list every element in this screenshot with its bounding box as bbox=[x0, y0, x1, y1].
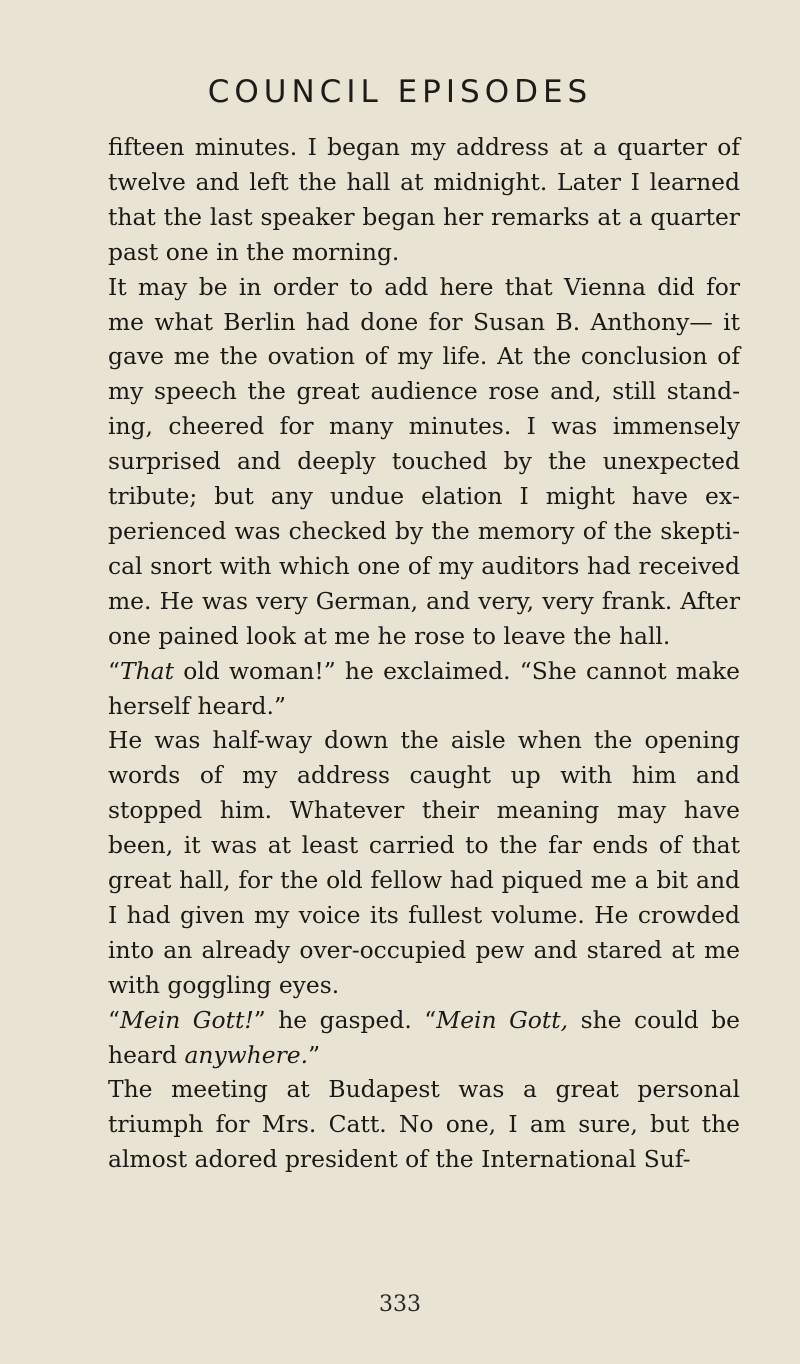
paragraph-vienna: It may be in order to add here that Vienna did for me what Berlin had done for Susan B. Anthony— it gave me the ovation of my life. At the conclusion of my speech the great audience rose and, still standing, cheered for many minutes. I was immensely surprised and deeply touched by the unexpected tribute; but any undue elation I might have experienced was checked by the memory of the skeptical snort with which one of my auditors had received me. He was very German, and very, very frank. After one pained look at me he rose to leave the hall. bbox=[108, 272, 740, 650]
open-quote: “ bbox=[108, 656, 120, 685]
body-text bbox=[108, 130, 740, 1177]
italic-mein-gott: Mein Gott, bbox=[436, 1005, 569, 1034]
close-quote: ” bbox=[308, 1040, 321, 1069]
running-head: COUNCIL EPISODES bbox=[207, 74, 593, 110]
could-be-heard-text: she could be heard bbox=[108, 1005, 741, 1069]
italic-mein-gott-exclaim: Mein Gott! bbox=[119, 1005, 254, 1034]
gasped-text: ” he gasped. “ bbox=[253, 1005, 437, 1034]
paragraph-continuation: fifteen minutes. I began my address at a quarter of twelve and left the hall at midnight. Later I learned that the last speaker began her remarks at a quarter past one in the morning. bbox=[108, 133, 740, 266]
paragraph-that-old-woman bbox=[108, 654, 740, 724]
paragraph-budapest: The meeting at Budapest was a great personal triumph for Mrs. Catt. No one, I am sure, but the almost adored president of the International Suf- bbox=[108, 1075, 740, 1174]
paragraph-aisle: He was half-way down the aisle when the opening words of my address caught up with him and stopped him. Whatever their meaning may have been, it was at least carried to the far ends of that great hall, for the old fellow had piqued me a bit and I had given my voice its fullest volume. He crowded into an already over-occupied pew and stared at me with goggling eyes. bbox=[108, 726, 740, 999]
italic-anywhere: anywhere. bbox=[184, 1040, 309, 1069]
quote-rest: old woman!” he exclaimed. “She cannot make herself heard.” bbox=[108, 656, 740, 720]
open-quote: “ bbox=[108, 1005, 120, 1034]
italic-that: That bbox=[119, 656, 174, 685]
paragraph-mein-gott bbox=[108, 1003, 740, 1073]
page-number: 333 bbox=[379, 1292, 421, 1317]
